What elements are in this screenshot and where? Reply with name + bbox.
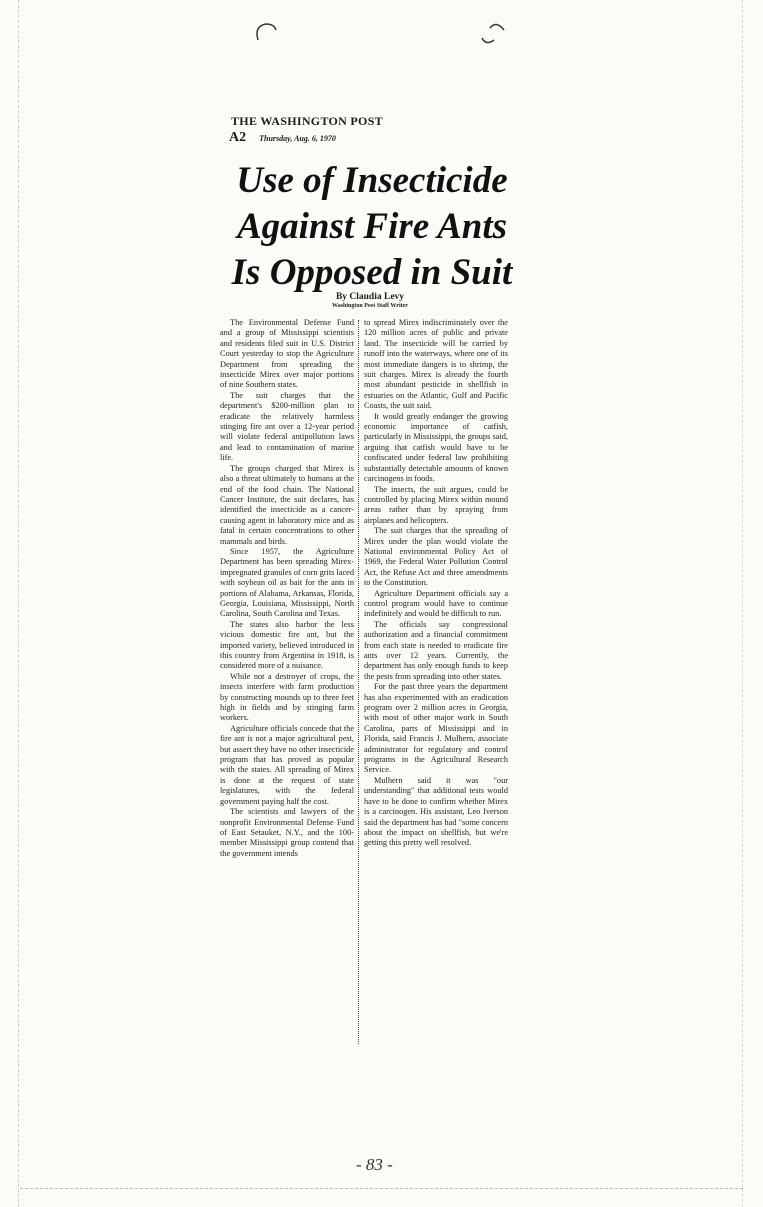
paragraph: to spread Mirex indiscriminately over the 120 million acres of public and private land. The insecticide will be carried by runoff into the waterways, where one of its most immediate dangers is to shrimp, the suit charges. Mirex is already the fourth most abundant pesticide in shellfish in estuaries on the Atlantic, Gulf and Pacific Coasts, the suit said.: [364, 318, 508, 411]
paragraph: The suit charges that the spreading of Mirex under the plan would violate the National environmental Policy Act of 1969, the Federal Water Pollution Control Act, the Refuse Act and three amendments to the Constitution.: [364, 526, 508, 588]
paragraph: The Environmental Defense Fund and a group of Mississippi scientists and residents filed suit in U.S. District Court yesterday to stop the Agriculture Department from spreading the insecticide Mirex over major portions of nine Southern states.: [220, 318, 354, 390]
page-edge-left: [18, 0, 19, 1207]
paragraph: For the past three years the department has also experimented with an eradication program over 2 million acres in Georgia, with most of other major work in South Carolina, parts of Mississippi and in Florida, said Francis J. Mulhern, associate administrator for regulatory and control programs in the Agricultural Research Service.: [364, 682, 508, 775]
article-headline: [222, 158, 522, 296]
paragraph: It would greatly endanger the growing economic importance of catfish, particularly in Mississippi, the groups said, arguing that catfish would have to be confiscated under federal law prohibiting substantially detectable amounts of known carcinogens in foods.: [364, 411, 508, 484]
paragraph: While not a destroyer of crops, the insects interfere with farm production by constructing mounds up to three feet high in fields and by stinging farm workers.: [220, 671, 354, 723]
author-role: Washington Post Staff Writer: [332, 303, 408, 309]
paragraph: The suit charges that the department's $200-million plan to eradicate the relatively harmless stinging fire ant over a 12-year period will violate federal antipollution laws and lead to contamination of marine life.: [220, 390, 354, 463]
publication-date: Thursday, Aug. 6, 1970: [259, 134, 336, 143]
paragraph: Agriculture officials concede that the fire ant is not a major agricultural pest, but assert they have no other insecticide program that has proved as popular with the states. All spreading of Mirex is done at the request of state legislatures, with the federal government paying half the cost.: [220, 723, 354, 806]
page-edge-right: [742, 0, 743, 1207]
headline-line-2: Against Fire Ants: [236, 206, 508, 247]
page-info: [229, 130, 336, 146]
binder-hole-right-icon: [478, 18, 508, 48]
headline-line-1: Use of Insecticide: [236, 160, 508, 201]
page-bottom-edge: [20, 1188, 743, 1189]
paragraph: Agriculture Department officials say a control program would have to continue indefinitely and would be difficult to run.: [364, 588, 508, 619]
article-column-left: [220, 318, 354, 859]
paragraph: The groups charged that Mirex is also a threat ultimately to humans at the end of the food chain. The National Cancer Institute, the suit declares, has identified the insecticide as a cancer-causing agent in laboratory mice and as fatal in certain concentrations to other mammals and birds.: [220, 463, 354, 546]
headline-line-3: Is Opposed in Suit: [231, 252, 513, 293]
column-divider: [358, 320, 359, 1044]
handwritten-page-number: - 83 -: [356, 1155, 393, 1174]
paragraph: The officials say congressional authorization and a financial commitment from each state is needed to eradicate fire ants over 12 years. Currently, the department has only enough funds to keep the pests from spreading into other states.: [364, 619, 508, 681]
newspaper-masthead: THE WASHINGTON POST: [231, 114, 383, 128]
paragraph: The insects, the suit argues, could be controlled by placing Mirex within mound areas rather than by spraying from airplanes and helicopters.: [364, 484, 508, 525]
author-name: By Claudia Levy: [335, 292, 405, 302]
paragraph: The scientists and lawyers of the nonprofit Environmental Defense Fund of East Setauket, N.Y., and the 100-member Mississippi group contend that the government intends: [220, 807, 354, 858]
byline: [300, 292, 440, 309]
article-column-right: [364, 318, 508, 849]
paragraph: Mulhern said it was "our understanding" that additional tests would have to be done to confirm whether Mirex is a carcinogen. His assistant, Leo Iverson said the department has had "some concern about the impact on shellfish, but we're getting this pretty well resolved.: [364, 775, 508, 848]
paragraph: Since 1957, the Agriculture Department has been spreading Mirex-impregnated granules of corn grits laced with soybean oil as bait for the ants in portions of Alabama, Arkansas, Florida, Georgia, Louisiana, Mississippi, North Carolina, South Carolina and Texas.: [220, 546, 354, 619]
paragraph: The states also harbor the less vicious domestic fire ant, but the imported variety, believed introduced in this country from Argentina in 1918, is considered more of a nuisance.: [220, 619, 354, 671]
page-number: A2: [229, 130, 247, 145]
binder-hole-left-icon: [250, 18, 280, 48]
